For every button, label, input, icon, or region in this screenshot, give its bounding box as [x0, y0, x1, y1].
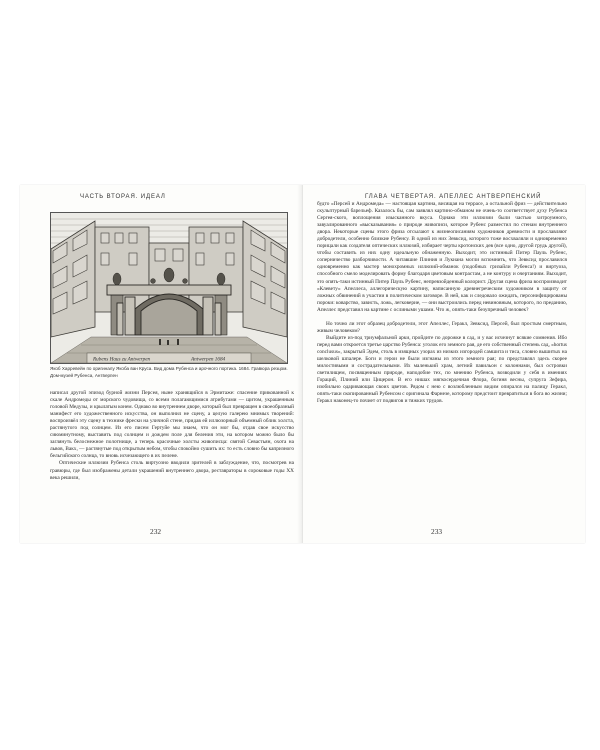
right-page [303, 185, 585, 543]
engraving-caption: Якоб Харревейн по оригиналу Якоба ван Круса. Вид дома Рубенса и арочного портика. 1684. Гравюра резцом. Дом-музей Рубенса, Антверпен [50, 366, 288, 378]
left-page [20, 185, 303, 543]
left-paragraph-2: Оптические иллюзии Рубенса столь виртуозно вводили зрителей в заблуждение, что, посмотрев на гравюры, где был изображены детали украшений внутреннего двора, реставраторы в сороковые годы XX века решили, [50, 460, 294, 481]
left-running-head: ЧАСТЬ ВТОРАЯ. ИДЕАЛ [80, 194, 166, 200]
right-page-body [317, 201, 567, 405]
right-running-head: ГЛАВА ЧЕТВЕРТАЯ. АПЕЛЛЕС АНТВЕРПЕНСКИЙ [365, 194, 542, 200]
right-paragraph-1: будто «Персей и Андромеда» — настоящая картина, висящая на террасе, а остальной фриз — действительно скульптурный барельеф. Казалось бы, сам заявлял картино-обманом не очень-то соответствует духу Рубенса Сергея-ского, воплощения изысканного вкуса. Однако эти иллюзии были частью хитроумного, завуалированного «высказывания» о природе живописи, которое Рубенс разместил по стенам внутреннего двора. Некоторые сцены этого фриза отсылают к жизнеописаниям художников древности и прославляют добродетели, особенно близкие Рубенсу. В одной из них Зевксид, которого тоже восхваляли и одновременно порицали как создателя оптических иллюзий, избирает черты кротонских дев (все одно, другой грудь другой), чтобы составить из них одну идеальную обнаженную. Выходит, это истинный Питер Пауль Рубенс, соперничество разборчивости. А читавшие Плиния и Лукиана могли вспомнить, что Зевксид прославился одновременно как мастер монохромных иллюзий-обманок (подобных гризайли Рубенса!) и виртуоза, способного смело моделировать форму благодаря цветовым контрастам, а не контуру и очертаниям. Выходит, это опять-таки истинный Питер Пауль Рубенс, непревзойденный колорист. Другая сцена фриза воспроизводит «Клевету» Апеллеса, аллегорическую картину, написанную древнегреческим художником в защиту от ложных обвинений в участии в политическом заговоре. В ней, как и следовало ожидать, персонифицированы пороки: коварство, зависть, ложь, легковерие, — они выстроились перед невиновным, которого, по преданию, Апеллес представил на картине с ослиными ушами. Что ж, опять-таки безупречный человек? [317, 201, 567, 313]
rubens-house-engraving [50, 212, 288, 364]
left-page-number: 232 [150, 527, 162, 536]
right-page-number: 233 [431, 527, 443, 536]
right-paragraph-2: Но точно ли этот образец добродетели, этот Апеллес, Геракл, Зевксид, Персей, был простым смертным, живым человеком? [317, 320, 567, 334]
engraving-inscription-right: Antwerpen 1684 [191, 356, 226, 363]
engraving-inscription-left: Rubens Haus zu Antwerpen [93, 356, 151, 363]
right-paragraph-3: Выйдите из-под триумфальной арки, пройдите по дорожке в сад, и у вас исчезнут всякие сомнения. Ибо перед вами откроется третье царство Рубенса: уголок его земного рая, де его собственный степень сад, «hortus conclusus», закрытый Эдем, столь в изящных узорах из низких изгородей самшита и тиса, словно вышитых на шелковой шпалере. Боги и герои не были изгнаны из этого земного рая; по представлял здесь скорее милостивыми и сострадательными. Их маленький храм, летний павильон с колоннами, был островки светилищем, посвященным природе, наподобие тех, по мнению Рубенса, возводили у себя в имениях Гораций, Плиний или Цицерон. В его нишах мягкосердечная Флора, богиня весны, супруга Зефира, изобильно одаривающая своих цветов. Рядом с нею с возлюбленным видим опирался на палицу Геракл, опять-таки скопированный Рубенсом с оригинала Фарнезе, которому предстоит превратиться в бога во жизни; Геракл наконец-то почиет от подвигов и тяжких трудов. [317, 334, 567, 405]
left-paragraph-1: написал другой эпизод бурной жизни Персея, ныне хранящийся в Эрмитаже: спасение прикованной к скале Андромеды от морского чудовища, со всеми полагающимися атрибутами — щитом, украшенным головой Медузы, и крылатым конем. Однако во внутреннем дворе, который был превращен в своеобразный манифест его художественного искусства, он выполнил не сцену, а целую галерею мнимых творений: воспроизвёл эту сцену в технике фрески на уличной стене, придав ей иллюзорный объемный облик холста, растянутого под солнцем. Из его писем Гертуйе мы знаем, что он мог бы, отдав свое искусство сиюминутному, выставить под солнцем и дождем поле для беления эти, на котором можно было бы заглянуть белоснежное полотнище, а теперь красочные холсты живописца: святой Севастьян, охота на львов, Вакх, — растянутые под открытым небом, чтобы спокойно сушить их: то есть словно бы капризного бельгийского солнца, то вновь исчезающего в их пелене. [50, 390, 294, 460]
left-page-body [50, 390, 294, 482]
